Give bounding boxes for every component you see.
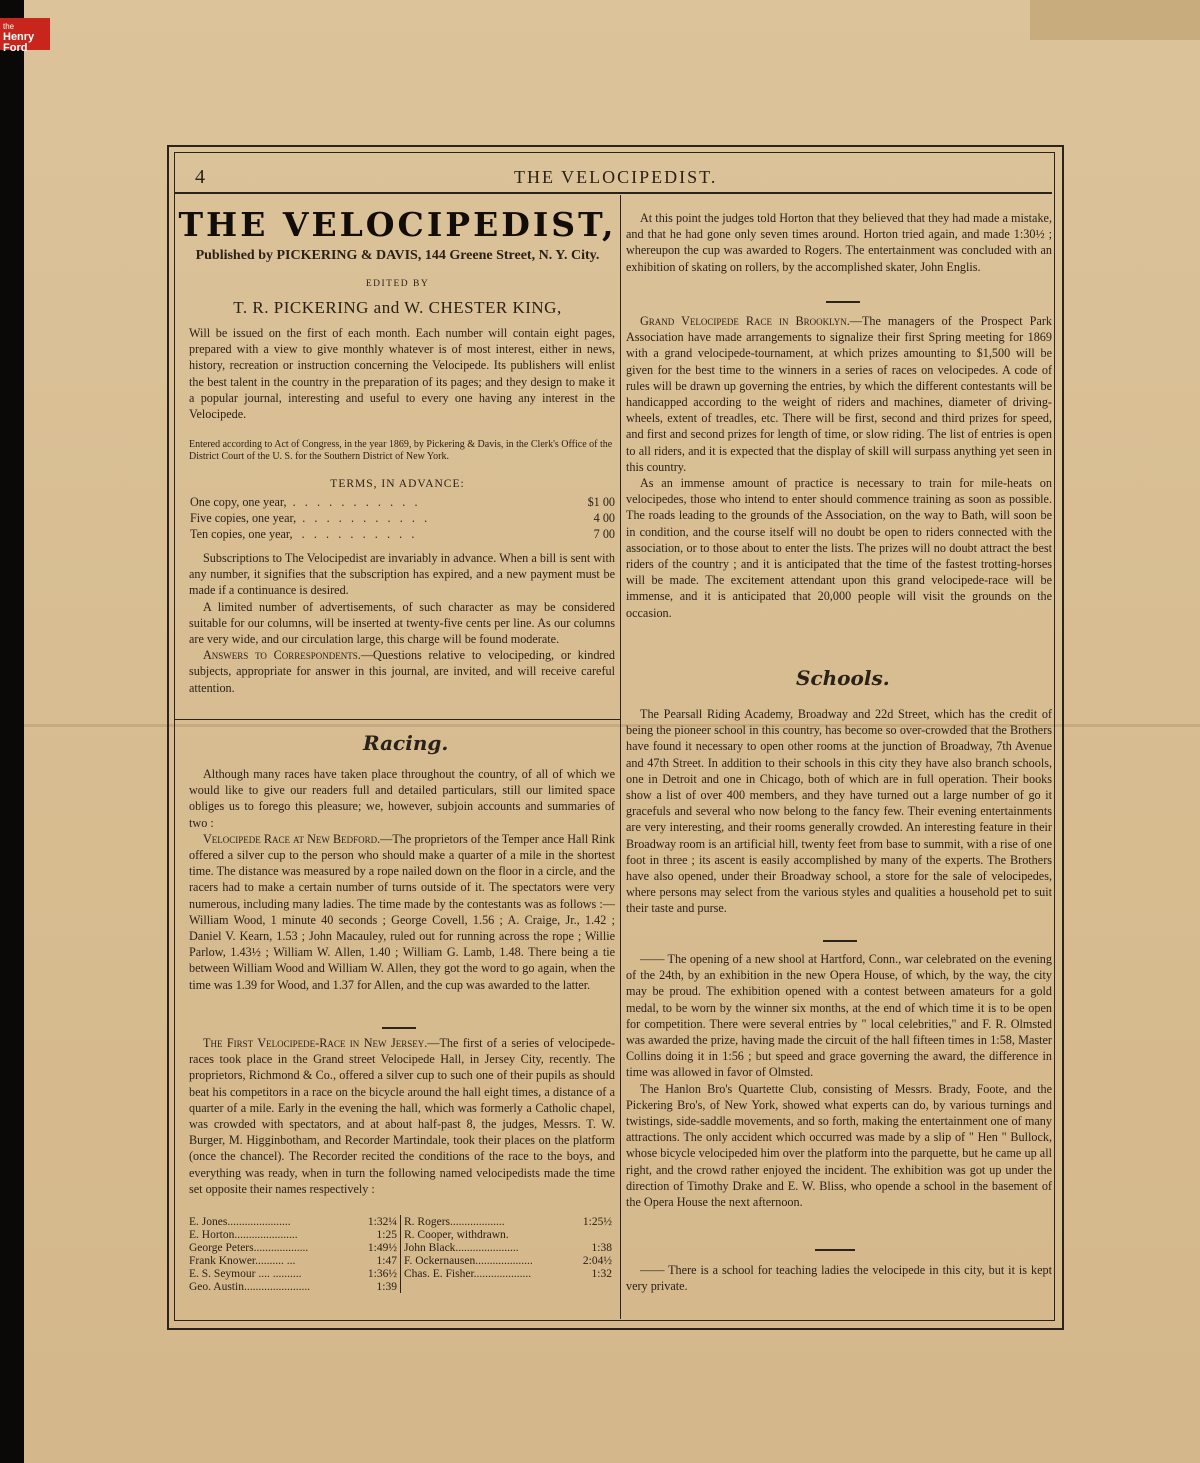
ladies-section — [626, 1262, 1052, 1294]
race-time-row: Chas. E. Fisher.................... 1:32 — [404, 1267, 612, 1280]
judges-section — [626, 210, 1052, 275]
brooklyn-article: Grand Velocipede Race in Brooklyn.—The managers of the Prospect Park Association have made arrangements to signalize their first Spring meeting for 1869 with a grand velocipede-tournament, at which prizes amounting to $1,500 will be given for the best time to the winners in a series of races on velocipedes. A code of rules will be drawn up governing the entries, by which the different contestants will be handicapped according to the weight of riders and machines, diameter of driving-wheels, extent of treadles, etc. There will be first, second and third prizes for speed, and first and second prizes for length of time, or slow riding. The list of entries is open to all riders, and it is expected that the display of skill will surpass anything yet seen in this country. — [626, 314, 1052, 474]
article-separator — [382, 1027, 416, 1029]
folded-corner — [1030, 0, 1200, 40]
race-time-row: R. Cooper, withdrawn. — [404, 1228, 509, 1241]
schools-section — [626, 706, 1052, 917]
edited-by-label: EDITED BY — [365, 279, 430, 289]
schools-heading: Schools. — [796, 666, 890, 690]
practice-paragraph: As an immense amount of practice is necessary to train for mile-heats on velocipedes, those who intend to enter should commence training as soon as possible. The roads leading to the grounds of the Association, on the way to Bath, will soon be in condition, and the course itself will no doubt be open to riders connected with the association, or to those about to enter the lists. The prizes will no doubt attract the best riders of the country ; and it is anticipated that the time of the fastest trotting-horses will be made. The excitement attendant upon this grand velocipede-race will be immense, and it is anticipated that 20,000 people will visit the grounds on the occasion. — [626, 476, 1052, 620]
advertisements-paragraph: A limited number of advertisements, of such character as may be considered suitable for our columns, will be inserted at twenty-five cents per line. As our columns are very wide, and our circulation large, this charge will be found moderate. — [189, 599, 615, 647]
price-row: Ten copies, one year, . . . . . . . . . . 7 00 — [190, 527, 615, 541]
subscriptions-paragraph: Subscriptions to The Velocipedist are invariably in advance. When a bill is sent with any number, it signifies that the subscription has expired, and a new payment must be made if a continuance is desired. — [189, 551, 615, 598]
hartford-article: —— The opening of a new shool at Hartford, Conn., war celebrated on the evening of the 24th, by an exhibition in the new Opera House, of which, by the way, the city may be proud. The exhibition opened with a contest between amateurs for a gold medal, to be worn by the winner six months, at the end of which time it is to be open for competition. There were several entries by " local celebrities," and F. R. Olmsted was awarded the prize, having made the circuit of the hall fifteen times in 1:58, Master Collins doing it in 1:56 ; but speed and grace governing the award, the difference in time was allowed in favor of Olmsted. — [626, 952, 1052, 1080]
race-times-right — [404, 1216, 612, 1281]
race-time-row: George Peters................... 1:49½ — [189, 1241, 397, 1254]
new-jersey-section — [189, 1035, 615, 1197]
judges-paragraph: At this point the judges told Horton that they believed that they had made a mistake, and that he had gone only seven times around. Horton tried again, and made 1:30½ ; whereupon the cup was awarded to Rogers. The entertainment was concluded with an exhibition of skating on rollers, by the accomplished skater, John Englis. — [626, 211, 1052, 274]
racing-intro: Although many races have taken place throughout the country, of all of which we would like to give our readers full and detailed particulars, still our limited space obliges us to forego this pleasure; we, however, subjoin accounts and summaries of two : — [189, 767, 615, 830]
new-bedford-article: Velocipede Race at New Bedford.—The proprietors of the Temper ance Hall Rink offered a silver cup to the person who should make a quarter of a mile in the shortest time. The distance was measured by a rope nailed down on the floor in a circle, and the racers had to make a certain number of turns outside of it. The spectators were very numerous, including many ladies. The time made by the contestants was as follows :—William Wood, 1 minute 40 seconds ; George Covell, 1.56 ; A. Craige, Jr., 1.42 ; Daniel V. Kearn, 1.53 ; John Macauley, ruled out for running across the rope ; Willie Parlow, 1.43½ ; William W. Allen, 1.40 ; William G. Lamb, 1.48. There being a tie between William Wood and William W. Allen, they got the word to go again, when the time was 1.39 for Wood, and 1.37 for Allen, and the cup was awarded to the latter. — [189, 831, 615, 992]
terms-heading: TERMS, IN ADVANCE: — [330, 478, 465, 490]
race-time-row: E. Jones...................... 1:32¼ — [189, 1216, 397, 1228]
column-divider — [620, 195, 621, 1319]
race-time-row: Geo. Austin....................... 1:39 — [189, 1280, 397, 1293]
header-rule — [175, 192, 1052, 194]
intro-block — [189, 325, 615, 422]
race-times-left — [189, 1216, 397, 1293]
article-separator — [823, 940, 857, 942]
masthead-title: THE VELOCIPEDIST, — [178, 205, 617, 244]
price-row: One copy, one year, . . . . . . . . . . . $1 00 — [190, 495, 615, 509]
race-times-divider — [400, 1215, 401, 1293]
article-separator — [826, 301, 860, 303]
copyright-notice: Entered according to Act of Congress, in the year 1869, by Pickering & Davis, in the Clerk's Office of the District Court of the U. S. for the Southern District of New York. — [189, 439, 613, 462]
page-number: 4 — [195, 166, 205, 188]
running-head: THE VELOCIPEDIST. — [514, 167, 718, 187]
editors-line: T. R. PICKERING and W. CHESTER KING, — [233, 298, 562, 317]
brooklyn-section — [626, 313, 1052, 621]
publisher-line: Published by PICKERING & DAVIS, 144 Greene Street, N. Y. City. — [195, 248, 600, 263]
race-time-row: Frank Knower.......... ... 1:47 — [189, 1254, 397, 1267]
hartford-section — [626, 951, 1052, 1210]
henry-ford-logo: the Henry Ford — [0, 18, 50, 50]
race-time-row: E. Horton...................... 1:25 — [189, 1228, 397, 1241]
ladies-school-note: —— There is a school for teaching ladies the velocipede in this city, but it is kept very private. — [626, 1263, 1052, 1294]
pearsall-article: The Pearsall Riding Academy, Broadway and 22d Street, which has the credit of being the pioneer school in this country, has become so over-crowded that the Brothers have found it necessary to open other rooms at the junction of Broadway, 7th Avenue and 47th Street. In addition to their schools in this city they have also branch schools, one in Detroit and one in Chicago, both of which are in full operation. Their books show a list of over 400 members, and they have turned out a large number of go it gracefuls and several who now belong to the fancy few. Their evening entertainments are very interesting, and their rooms generally crowded. An interesting feature in their Broadway room is an artificial hill, twenty feet from base to summit, with a rise of one foot in three ; its ascent is easily accomplished by many of the experts. The Brothers have also opened, under their Broadway school, a store for the sale of velocipedes, where persons may select from the various styles and qualities a household pet to suit their taste and purse. — [626, 707, 1052, 916]
race-time-row: E. S. Seymour .... .......... 1:36½ — [189, 1267, 397, 1280]
article-separator — [815, 1249, 855, 1251]
subscription-block — [189, 550, 615, 696]
racing-heading: Racing. — [363, 731, 449, 755]
race-time-row: F. Ockernausen.................... 2:04½ — [404, 1254, 612, 1267]
new-jersey-article: The First Velocipede-Race in New Jersey.—The first of a series of velocipede-races took place in the Grand street Velocipede Hall, in Jersey City, recently. The proprietors, Richmond & Co., offered a silver cup to such one of their pupils as should beat his competitors in a race on the bicycle around the hall eight times, a distance of a quarter of a mile. Early in the evening the hall, which was formerly a Catholic chapel, was crowded with spectators, and at about half-past 8, the judges, Messrs. T. W. Burger, M. Higginbotham, and Recorder Martindale, took their places on the platform (once the chancel). The Recorder recited the conditions of the race to the boys, and everything was ready, when in turn the following named velocipedists made the time set opposite their names respectively : — [189, 1036, 615, 1196]
answers-paragraph: Answers to Correspondents.—Questions relative to velocipeding, or kindred subjects, appropriate for answer in this journal, are invited, and will receive careful attention. — [189, 648, 615, 695]
scan-border — [0, 0, 24, 1463]
masthead-box-rule — [175, 719, 620, 720]
racing-section — [189, 766, 615, 993]
hanlon-article: The Hanlon Bro's Quartette Club, consisting of Messrs. Brady, Foote, and the Pickering Bro's, of New York, showed what experts can do, by various turnings and twistings, side-saddle movements, and so forth, making the entertainment one of many attractions. The only accident which occurred was made by a slip of " Hen " Bullock, whose bicycle velocipeded him over the platform into the parquette, but he came up all right, and the crowd rather enjoyed the incident. The exhibition was got up under the direction of Timothy Drake and E. W. Bliss, who opende a school in the basement of the Opera House the next afternoon. — [626, 1081, 1052, 1210]
price-table — [190, 495, 615, 543]
race-time-row: John Black...................... 1:38 — [404, 1241, 612, 1254]
price-row: Five copies, one year, . . . . . . . . . . . 4 00 — [190, 511, 615, 525]
intro-paragraph: Will be issued on the first of each month. Each number will contain eight pages, prepared with a view to give monthly whatever is of most interest, either in news, history, recreation or instruction concerning the Velocipede. Its publishers will enlist the best talent in the country in the preparation of its pages; and they design to make it a popular journal, interesting and useful to every one having any interest in the Velocipede. — [189, 326, 615, 422]
race-time-row: R. Rogers................... 1:25½ — [404, 1216, 612, 1228]
